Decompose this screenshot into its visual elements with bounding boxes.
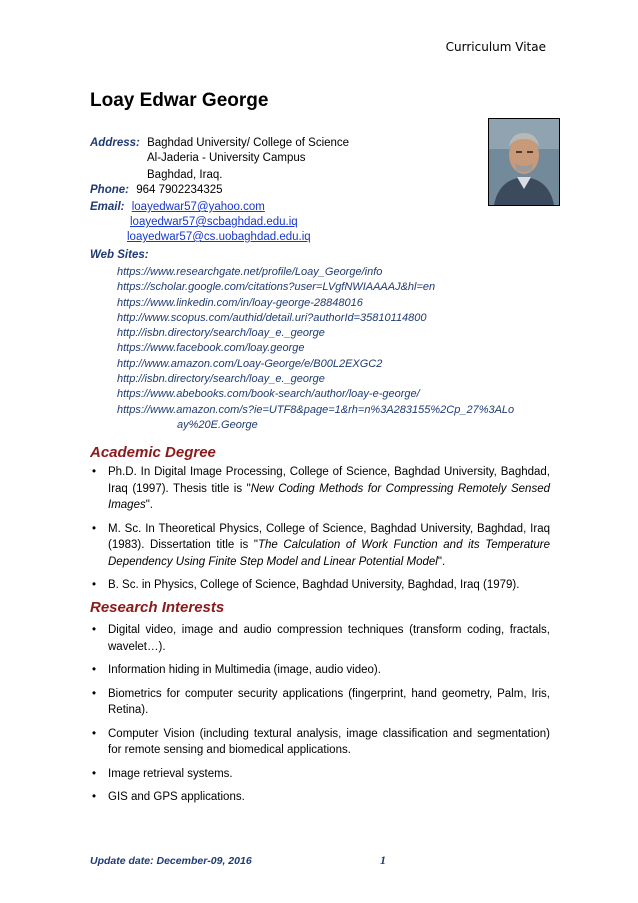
address-line-1: Baghdad University/ College of Science [147,137,350,149]
academic-degree-list [90,464,550,601]
list-item: • B. Sc. in Physics, College of Science, Baghdad University, Baghdad, Iraq (1979). [90,577,550,594]
profile-photo [488,118,560,206]
phone-number: 964 7902234325 [136,184,223,196]
address-line-2: Al-Jaderia - University Campus [147,152,306,164]
email-label: Email: [90,201,125,213]
website-link-continued[interactable]: ay%20E.George [177,418,258,431]
website-link[interactable]: http://www.scopus.com/authid/detail.uri?authorId=35810114800 [117,311,427,324]
email-link-3[interactable]: loayedwar57@cs.uobaghdad.edu.iq [127,231,311,243]
person-name: Loay Edwar George [90,90,269,111]
page-number: 1 [380,853,386,867]
list-item: • Ph.D. In Digital Image Processing, College of Science, Baghdad University, Baghdad, Iraq (1997). Thesis title is "New Coding Methods for Compressing Remotely Sensed Images". [90,464,550,514]
email-link-1[interactable]: loayedwar57@yahoo.com [131,201,265,213]
document-header: Curriculum Vitae [445,40,546,54]
email-link-2[interactable]: loayedwar57@scbaghdad.edu.iq [130,216,298,228]
update-date: Update date: December-09, 2016 [90,855,252,867]
website-link[interactable]: https://www.researchgate.net/profile/Loay_George/info [117,266,383,278]
address-block [90,136,349,151]
research-interests-list [90,622,550,813]
list-item: • Information hiding in Multimedia (image, audio video). [90,662,550,679]
website-link[interactable]: http://isbn.directory/search/loay_e._george [117,327,325,340]
list-item: • GIS and GPS applications. [90,789,550,806]
address-label: Address: [90,137,140,149]
list-item: • M. Sc. In Theoretical Physics, College of Science, Baghdad University, Baghdad, Iraq (1983). Dissertation title is "The Calculation of Work Function and its Temperature Dependency Using Finite Step Model and Linear Potential Model". [90,521,550,571]
website-link[interactable]: https://www.amazon.com/s?ie=UTF8&page=1&rh=n%3A283155%2Cp_27%3ALo [117,403,515,416]
list-item: • Computer Vision (including textural analysis, image classification and segmentation) for remote sensing and biomedical applications. [90,726,550,759]
list-item: • Image retrieval systems. [90,766,550,783]
website-link[interactable]: http://isbn.directory/search/loay_e._george [117,373,325,386]
website-link[interactable]: https://scholar.google.com/citations?user=LVgfNWIAAAAJ&hl=en [117,281,436,294]
websites-label: Web Sites: [90,249,149,261]
address-line-3: Baghdad, Iraq. [147,169,223,181]
website-link[interactable]: https://www.linkedin.com/in/loay-george-28848016 [117,296,363,309]
list-item: • Biometrics for computer security applications (fingerprint, hand geometry, Palm, Iris, Retina). [90,686,550,719]
research-interests-heading: Research Interests [90,599,225,616]
list-item: • Digital video, image and audio compression techniques (transform coding, fractals, wavelet…). [90,622,550,655]
website-link[interactable]: https://www.facebook.com/loay.george [117,342,305,355]
website-link[interactable]: http://www.amazon.com/Loay-George/e/B00L2EXGC2 [117,357,383,370]
phone-label: Phone: [90,184,129,196]
email-block [90,200,265,215]
phone-block [90,183,223,198]
website-link[interactable]: https://www.abebooks.com/book-search/author/loay-e-george/ [117,388,420,401]
academic-degree-heading: Academic Degree [90,444,216,461]
websites-list [117,265,514,433]
